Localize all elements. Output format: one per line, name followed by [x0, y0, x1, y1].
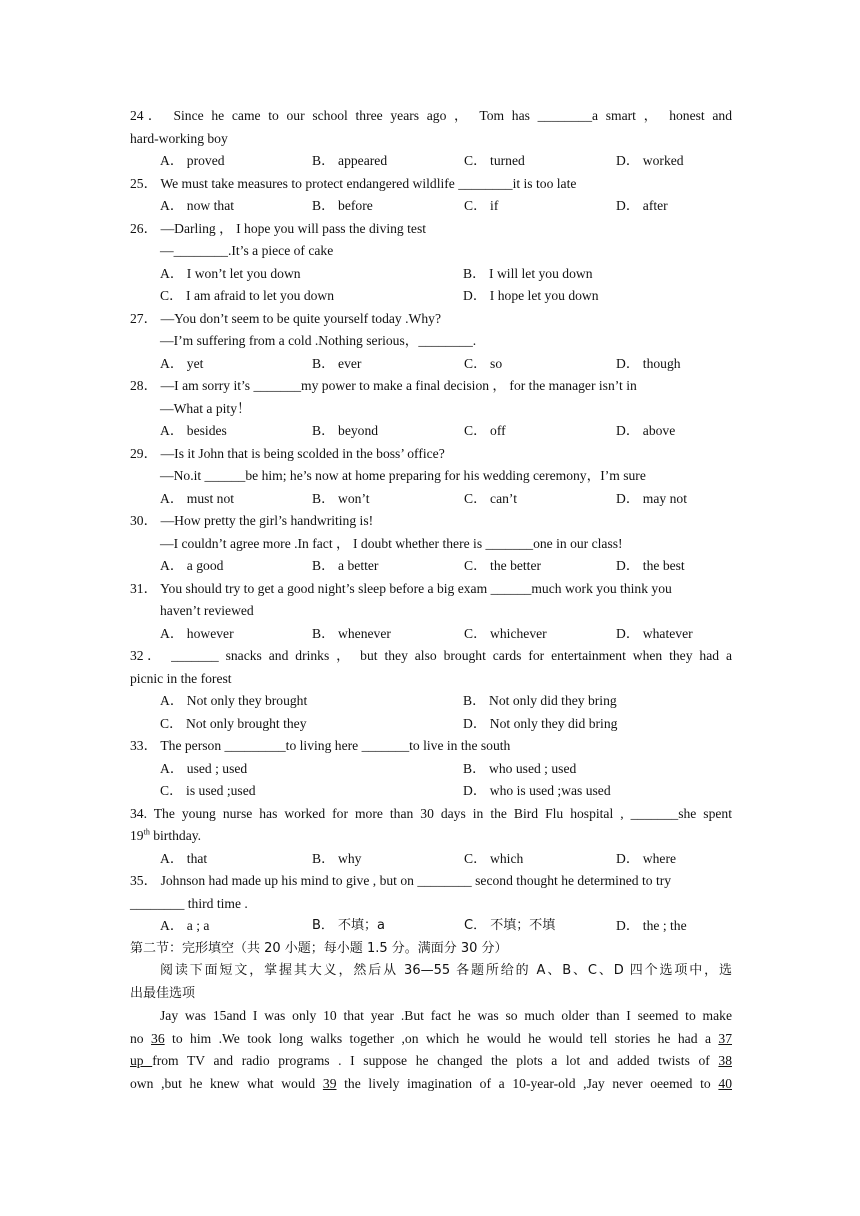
blank-39[interactable]: 39 — [322, 1075, 337, 1091]
question-27-options — [130, 353, 732, 376]
question-26-stem: 26． —Darling ， I hope you will pass the diving test — [130, 220, 427, 236]
option-b[interactable]: B． appeared — [312, 153, 388, 168]
question-28-options — [130, 420, 732, 443]
passage-text: up — [130, 1053, 153, 1068]
option-a[interactable]: A． must not — [160, 490, 235, 506]
option-c[interactable]: C． 不填；不填 — [464, 918, 556, 933]
passage-text: no — [130, 1030, 152, 1046]
option-c[interactable]: C． the better — [464, 558, 542, 573]
blank-37[interactable]: 37 — [718, 1030, 732, 1046]
option-d[interactable]: D． whatever — [616, 625, 693, 641]
option-a[interactable]: A． that — [160, 850, 208, 866]
question-25-stem: 25． We must take measures to protect endangered wildlife ________it is too late — [130, 175, 577, 191]
option-d[interactable]: D． who is used ;was used — [463, 783, 611, 798]
option-c[interactable]: C． off — [464, 423, 506, 438]
passage-text: own ,but he knew what would — [130, 1075, 323, 1091]
ordinal-suffix: th — [143, 827, 150, 837]
blank-40[interactable]: 40 — [718, 1075, 732, 1091]
section-instructions-cont: 出最佳选项 — [130, 985, 196, 1001]
question-31-stem: 31． You should try to get a good night’s sleep before a big exam ______much work you think you — [130, 580, 672, 596]
option-b[interactable]: B． beyond — [312, 423, 379, 438]
option-a[interactable]: A． yet — [160, 355, 204, 371]
option-d[interactable]: D． above — [616, 423, 676, 438]
question-26-reply: —________.It’s a piece of cake — [160, 243, 334, 258]
question-28-stem: 28． —I am sorry it’s _______my power to make a final decision ， for the manager isn’t in — [130, 378, 637, 393]
passage-line-3 — [130, 1050, 732, 1073]
option-a[interactable]: A． used ; used — [160, 760, 248, 776]
option-c[interactable]: C． is used ;used — [160, 783, 256, 798]
option-d[interactable]: D． Not only they did bring — [463, 715, 618, 731]
question-35-stem: 35． Johnson had made up his mind to give , but on ________ second thought he determined to try — [130, 873, 672, 888]
option-d[interactable]: D． the ; the — [616, 918, 687, 933]
option-c[interactable]: C． I am afraid to let you down — [160, 288, 335, 303]
section-instructions: 阅读下面短文，掌握其大义，然后从 36—55 各题所给的 A、B、C、D 四个选项中，选 — [160, 963, 732, 978]
question-28-reply: —What a pity！ — [160, 400, 251, 416]
option-a[interactable]: A． I won’t let you down — [160, 265, 301, 281]
option-d[interactable]: D． where — [616, 850, 677, 866]
question-34-stem-cont — [130, 825, 732, 848]
question-30-reply: —I couldn’t agree more .In fact ， I doubt whether there is _______one in our class! — [160, 535, 623, 551]
section-heading: 第二节：完形填空（共 20 小题；每小题 1.5 分。满面分 30 分） — [130, 940, 508, 956]
stem-text: birthday. — [149, 828, 202, 843]
question-24-stem-cont: hard-working boy — [130, 130, 228, 146]
ordinal-number: 19 — [130, 828, 144, 843]
option-b[interactable]: B． who used ; used — [463, 760, 577, 776]
question-31-stem-cont: haven’t reviewed — [160, 603, 254, 618]
question-24-options — [130, 150, 732, 173]
option-c[interactable]: C． so — [464, 355, 503, 371]
passage-text: the lively imagination of a 10-year-old ,Jay never oeemed to — [336, 1075, 719, 1091]
option-c[interactable]: C． can’t — [464, 490, 517, 506]
option-b[interactable]: B． Not only did they bring — [463, 693, 617, 708]
question-27-reply: —I’m suffering from a cold .Nothing serious，________. — [160, 333, 477, 348]
option-b[interactable]: B． ever — [312, 355, 362, 371]
option-c[interactable]: C． which — [464, 850, 524, 866]
option-c[interactable]: C． turned — [464, 153, 525, 168]
question-32-options-row1 — [130, 690, 732, 713]
question-27-stem: 27． —You don’t seem to be quite yourself today .Why? — [130, 310, 441, 326]
passage-text: to him .We took long walks together ,on which he would he would tell stories he had a — [164, 1030, 719, 1046]
question-29-stem: 29． —Is it John that is being scolded in the boss’ office? — [130, 445, 445, 461]
option-d[interactable]: D． after — [616, 198, 668, 213]
option-a[interactable]: A． however — [160, 625, 234, 641]
option-c[interactable]: C． whichever — [464, 625, 547, 641]
passage-line-4 — [130, 1073, 732, 1096]
question-26-options-row1 — [130, 263, 732, 286]
question-30-stem: 30． —How pretty the girl’s handwriting is! — [130, 513, 374, 528]
passage-line-2 — [130, 1028, 732, 1051]
option-b[interactable]: B． whenever — [312, 625, 391, 641]
question-33-stem: 33． The person _________to living here _______to live in the south — [130, 738, 511, 753]
question-35-stem-cont: ________ third time . — [130, 895, 248, 911]
question-25-options — [130, 195, 732, 218]
question-32-stem: 32． _______ snacks and drinks ， but they also brought cards for entertainment when they had a — [130, 648, 732, 663]
option-a[interactable]: A． Not only they brought — [160, 693, 308, 708]
option-b[interactable]: B． before — [312, 198, 373, 213]
question-31-options — [130, 623, 732, 646]
question-34-stem: 34. The young nurse has worked for more than 30 days in the Bird Flu hospital , _______she spent — [130, 805, 732, 821]
option-b[interactable]: B． 不填；a — [312, 918, 386, 933]
exam-page — [130, 105, 732, 1095]
option-a[interactable]: A． now that — [160, 198, 235, 213]
question-32-stem-cont: picnic in the forest — [130, 670, 232, 686]
option-a[interactable]: A． a ; a — [160, 918, 210, 933]
option-d[interactable]: D． I hope let you down — [463, 288, 599, 303]
option-d[interactable]: D． may not — [616, 490, 687, 506]
passage-text: from TV and radio programs . I suppose he changed the plots a lot and added twists of — [152, 1053, 719, 1068]
option-b[interactable]: B． a better — [312, 558, 379, 573]
question-32-options-row2 — [130, 713, 732, 736]
option-a[interactable]: A． a good — [160, 558, 224, 573]
question-35-options — [130, 915, 732, 938]
passage-line-1: Jay was 15and I was only 10 that year .But fact he was so much older than I seemed to make — [160, 1008, 732, 1023]
question-24-stem: 24． Since he came to our school three years ago ， Tom has ________a smart ， honest and — [130, 108, 732, 123]
question-33-options-row2 — [130, 780, 732, 803]
question-34-options — [130, 848, 732, 871]
option-c[interactable]: C． Not only brought they — [160, 715, 307, 731]
option-b[interactable]: B． why — [312, 850, 362, 866]
blank-36[interactable]: 36 — [151, 1030, 165, 1046]
question-33-options-row1 — [130, 758, 732, 781]
option-b[interactable]: B． won’t — [312, 490, 370, 506]
option-c[interactable]: C． if — [464, 198, 499, 213]
question-29-options — [130, 488, 732, 511]
question-26-options-row2 — [130, 285, 732, 308]
option-b[interactable]: B． I will let you down — [463, 265, 593, 281]
option-d[interactable]: D． worked — [616, 153, 684, 168]
option-a[interactable]: A． besides — [160, 423, 227, 438]
option-a[interactable]: A． proved — [160, 153, 225, 168]
question-29-reply: —No.it ______be him; he’s now at home preparing for his wedding ceremony，I’m sure — [160, 468, 646, 483]
option-d[interactable]: D． the best — [616, 558, 685, 573]
option-d[interactable]: D． though — [616, 355, 681, 371]
question-30-options — [130, 555, 732, 578]
blank-38[interactable]: 38 — [718, 1053, 732, 1068]
